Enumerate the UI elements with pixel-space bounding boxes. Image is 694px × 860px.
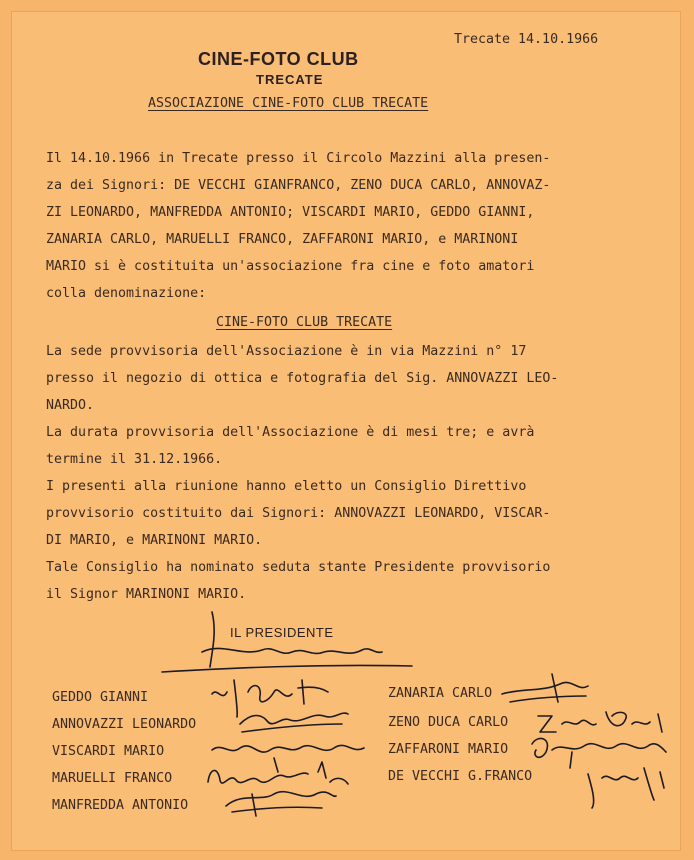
club-subtitle: TRECATE bbox=[256, 72, 324, 87]
viscardi-signature bbox=[212, 745, 364, 772]
signatory-name: VISCARDI MARIO bbox=[52, 744, 165, 759]
body-line: La durata provvisoria dell'Associazione è di mesi tre; e avrà bbox=[46, 425, 535, 440]
signatory-name: MARUELLI FRANCO bbox=[52, 771, 173, 786]
signatory-name: ANNOVAZZI LEONARDO bbox=[52, 717, 197, 732]
body-line: za dei Signori: DE VECCHI GIANFRANCO, ZENO DUCA CARLO, ANNOVAZ- bbox=[46, 178, 551, 193]
body-line: il Signor MARINONI MARIO. bbox=[46, 587, 247, 602]
body-line: presso il negozio di ottica e fotografia del Sig. ANNOVAZZI LEO- bbox=[46, 371, 559, 386]
signatory-name: ZANARIA CARLO bbox=[388, 686, 493, 701]
document-page bbox=[12, 12, 680, 850]
manfredda-signature bbox=[226, 792, 336, 816]
body-line: DI MARIO, e MARINONI MARIO. bbox=[46, 533, 263, 548]
body-line: ZI LEONARDO, MANFREDDA ANTONIO; VISCARDI MARIO, GEDDO GIANNI, bbox=[46, 205, 535, 220]
signatory-name: ZENO DUCA CARLO bbox=[388, 715, 509, 730]
zaffaroni-signature bbox=[532, 738, 666, 768]
body-line: Il 14.10.1966 in Trecate presso il Circolo Mazzini alla presen- bbox=[46, 151, 551, 166]
signatory-name: ZAFFARONI MARIO bbox=[388, 742, 509, 757]
body-line: colla denominazione: bbox=[46, 286, 207, 301]
body-line: La sede provvisoria dell'Associazione è in via Mazzini n° 17 bbox=[46, 344, 527, 359]
annovazzi-signature bbox=[240, 713, 348, 732]
body-line: ZANARIA CARLO, MARUELLI FRANCO, ZAFFARONI MARIO, e MARINONI bbox=[46, 232, 519, 247]
de-vecchi-signature bbox=[588, 768, 664, 808]
zeno-duca-signature bbox=[538, 712, 662, 732]
signature-scribbles bbox=[12, 12, 680, 850]
body-line: NARDO. bbox=[46, 398, 95, 413]
maruelli-signature bbox=[208, 762, 348, 784]
denomination-title: CINE-FOTO CLUB TRECATE bbox=[216, 315, 393, 330]
club-title: CINE-FOTO CLUB bbox=[198, 49, 359, 69]
date-line: Trecate 14.10.1966 bbox=[454, 32, 599, 47]
signatory-name: GEDDO GIANNI bbox=[52, 690, 149, 705]
president-label: IL PRESIDENTE bbox=[230, 625, 334, 640]
body-line: provvisorio costituito dai Signori: ANNOVAZZI LEONARDO, VISCAR- bbox=[46, 506, 551, 521]
signatory-name: MANFREDDA ANTONIO bbox=[52, 798, 189, 813]
body-line: Tale Consiglio ha nominato seduta stante Presidente provvisorio bbox=[46, 560, 551, 575]
zanaria-signature bbox=[502, 674, 588, 702]
body-line: I presenti alla riunione hanno eletto un Consiglio Direttivo bbox=[46, 479, 527, 494]
signatory-name: DE VECCHI G.FRANCO bbox=[388, 769, 533, 784]
association-title: ASSOCIAZIONE CINE-FOTO CLUB TRECATE bbox=[148, 96, 429, 111]
body-line: MARIO si è costituita un'associazione fra cine e foto amatori bbox=[46, 259, 535, 274]
president-signature bbox=[162, 612, 412, 672]
body-line: termine il 31.12.1966. bbox=[46, 452, 223, 467]
geddo-signature bbox=[212, 680, 328, 717]
